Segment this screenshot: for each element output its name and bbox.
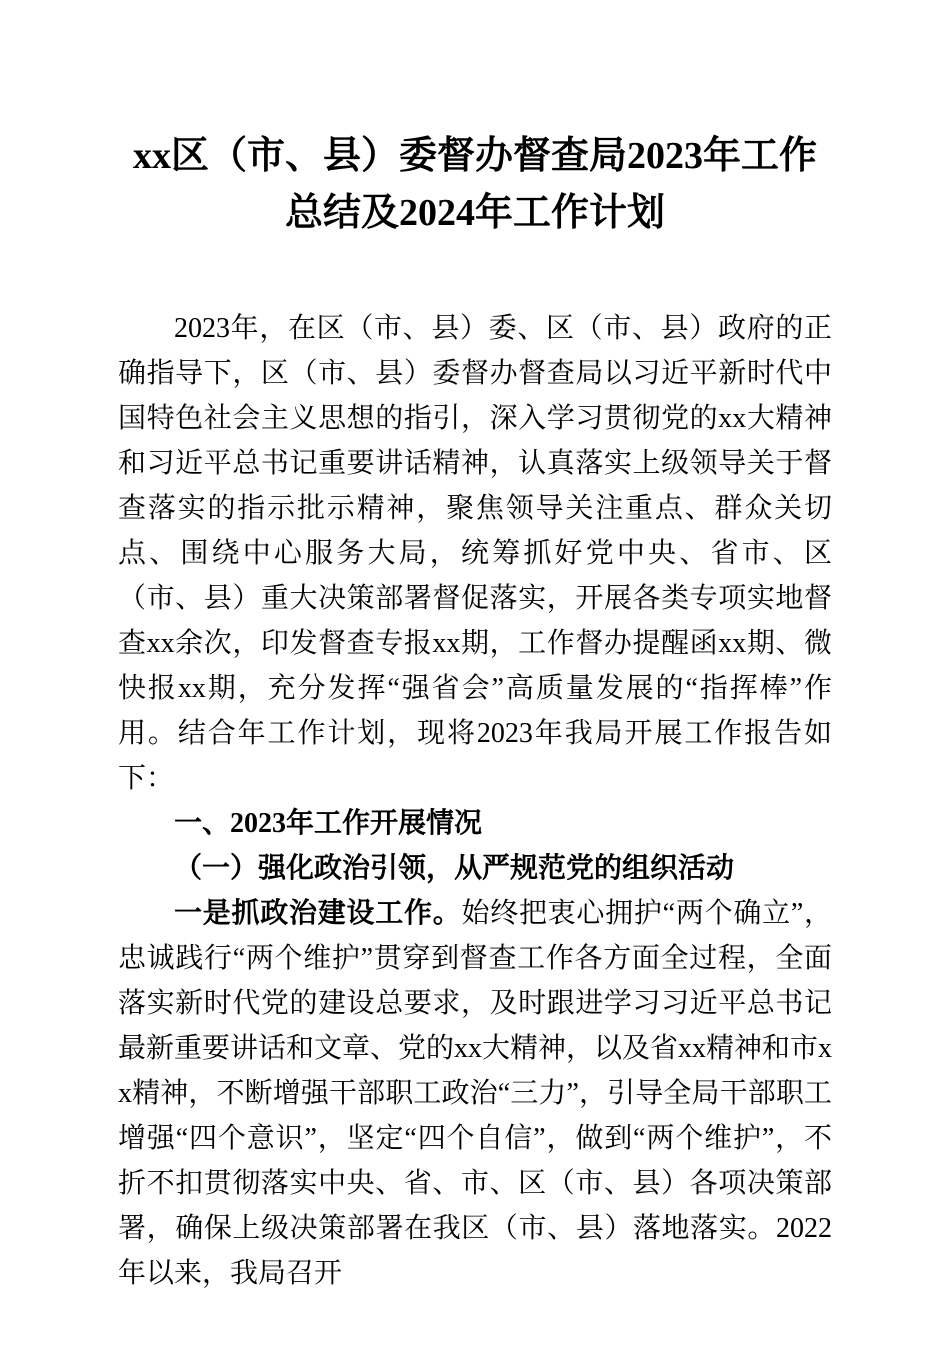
section-heading-2023-work: 一、2023年工作开展情况 (174, 808, 483, 839)
document-title: xx区（市、县）委督办督查局2023年工作总结及2024年工作计划 (132, 135, 817, 234)
paragraph-political-construction (118, 891, 832, 1296)
paragraph-rest-text: 始终把衷心拥护“两个确立”，忠诚践行“两个维护”贯穿到督查工作各方面全过程，全面落实新时代党的建设总要求，及时跟进学习习近平总书记最新重要讲话和文章、党的xx大精神，以及省xx精神和市xx精神，不断增强干部职工政治“三力”，引导全局干部职工增强“四个意识”，坚定“四个自信”，做到“两个维护”，不折不扣贯彻落实中央、省、市、区（市、县）各项决策部署，确保上级决策部署在我区（市、县）落地落实。2022年以来，我局召开 (118, 898, 833, 1289)
paragraph-lead-text: 一是抓政治建设工作。 (174, 898, 462, 929)
paragraph-intro: 2023年，在区（市、县）委、区（市、县）政府的正确指导下，区（市、县）委督办督查局以习近平新时代中国特色社会主义思想的指引，深入学习贯彻党的xx大精神和习近平总书记重要讲话精神，认真落实上级领导关于督查落实的指示批示精神，聚焦领导关注重点、群众关切点、围绕中心服务大局，统筹抓好党中央、省市、区（市、县）重大决策部署督促落实，开展各类专项实地督查xx余次，印发督查专报xx期，工作督办提醒函xx期、微快报xx期，充分发挥“强省会”高质量发展的“指挥棒”作用。结合年工作计划，现将2023年我局开展工作报告如下： (118, 313, 832, 794)
subsection-heading-political-guidance: （一）强化政治引领，从严规范党的组织活动 (174, 853, 735, 884)
